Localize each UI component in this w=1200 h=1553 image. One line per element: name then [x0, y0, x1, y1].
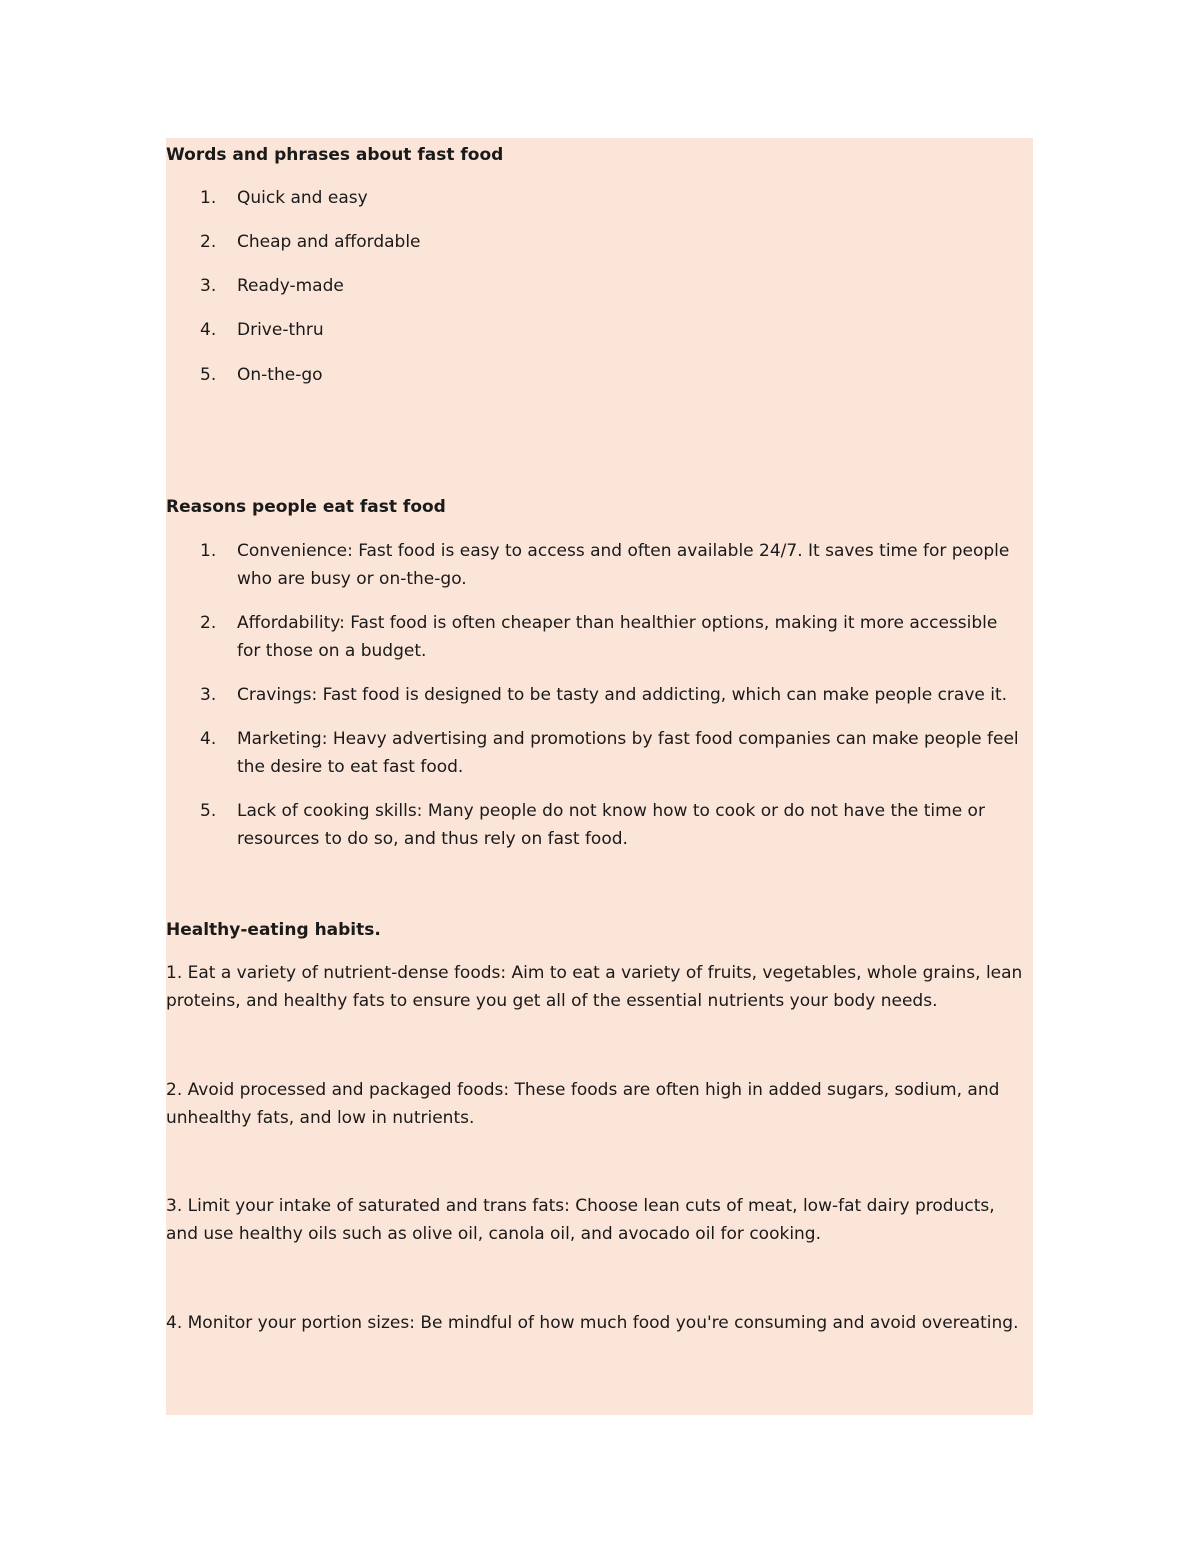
- list-item-text: Ready-made: [237, 276, 344, 296]
- list-item: [166, 609, 1023, 665]
- list-item-number: 3.: [200, 685, 217, 705]
- list-item-text: Lack of cooking skills: Many people do not know how to cook or do not have the time or resources to do so, and thus rely on fast food.: [237, 801, 985, 849]
- list-item: [166, 361, 1023, 389]
- list-item: [166, 681, 1023, 709]
- healthy-habit-paragraph: 3. Limit your intake of saturated and trans fats: Choose lean cuts of meat, low-fat dairy products, and use healthy oils such as olive oil, canola oil, and avocado oil for cooking.: [166, 1196, 995, 1244]
- list-item-number: 3.: [200, 276, 217, 296]
- list-item: [166, 228, 1023, 256]
- list-item: [166, 184, 1023, 212]
- list-item-number: 5.: [200, 365, 217, 385]
- section-heading-fast-food-phrases: Words and phrases about fast food: [166, 145, 504, 165]
- list-item-number: 4.: [200, 729, 217, 749]
- list-item-text: Cravings: Fast food is designed to be tasty and addicting, which can make people crave it.: [237, 685, 1008, 705]
- list-item: [166, 316, 1023, 344]
- section-heading-reasons: Reasons people eat fast food: [166, 497, 446, 517]
- section-heading-healthy-habits: Healthy-eating habits.: [166, 920, 381, 940]
- list-item: [166, 272, 1023, 300]
- document-body: [166, 138, 1033, 1415]
- list-item: [166, 797, 1023, 853]
- reasons-list: [166, 537, 1023, 853]
- fast-food-phrases-list: [166, 184, 1023, 389]
- list-item-number: 5.: [200, 801, 217, 821]
- list-item-number: 2.: [200, 232, 217, 252]
- list-item-text: Quick and easy: [237, 188, 368, 208]
- list-item: [166, 725, 1023, 781]
- list-item-text: Affordability: Fast food is often cheaper than healthier options, making it more accessible for those on a budget.: [237, 613, 998, 661]
- list-item: [166, 537, 1023, 593]
- healthy-habit-paragraph: 4. Monitor your portion sizes: Be mindful of how much food you're consuming and avoid overeating.: [166, 1313, 1019, 1333]
- list-item-number: 2.: [200, 613, 217, 633]
- list-item-number: 1.: [200, 541, 217, 561]
- healthy-habit-paragraph: 1. Eat a variety of nutrient-dense foods: Aim to eat a variety of fruits, vegetables, whole grains, lean proteins, and healthy fats to ensure you get all of the essential nutrients your body needs.: [166, 963, 1023, 1011]
- list-item-text: Marketing: Heavy advertising and promotions by fast food companies can make people feel the desire to eat fast food.: [237, 729, 1019, 777]
- list-item-text: Convenience: Fast food is easy to access and often available 24/7. It saves time for people who are busy or on-the-go.: [237, 541, 1010, 589]
- list-item-text: On-the-go: [237, 365, 323, 385]
- healthy-habit-paragraph: 2. Avoid processed and packaged foods: These foods are often high in added sugars, sodium, and unhealthy fats, and low in nutrients.: [166, 1080, 1000, 1128]
- list-item-text: Cheap and affordable: [237, 232, 421, 252]
- list-item-number: 1.: [200, 188, 217, 208]
- list-item-text: Drive-thru: [237, 320, 324, 340]
- list-item-number: 4.: [200, 320, 217, 340]
